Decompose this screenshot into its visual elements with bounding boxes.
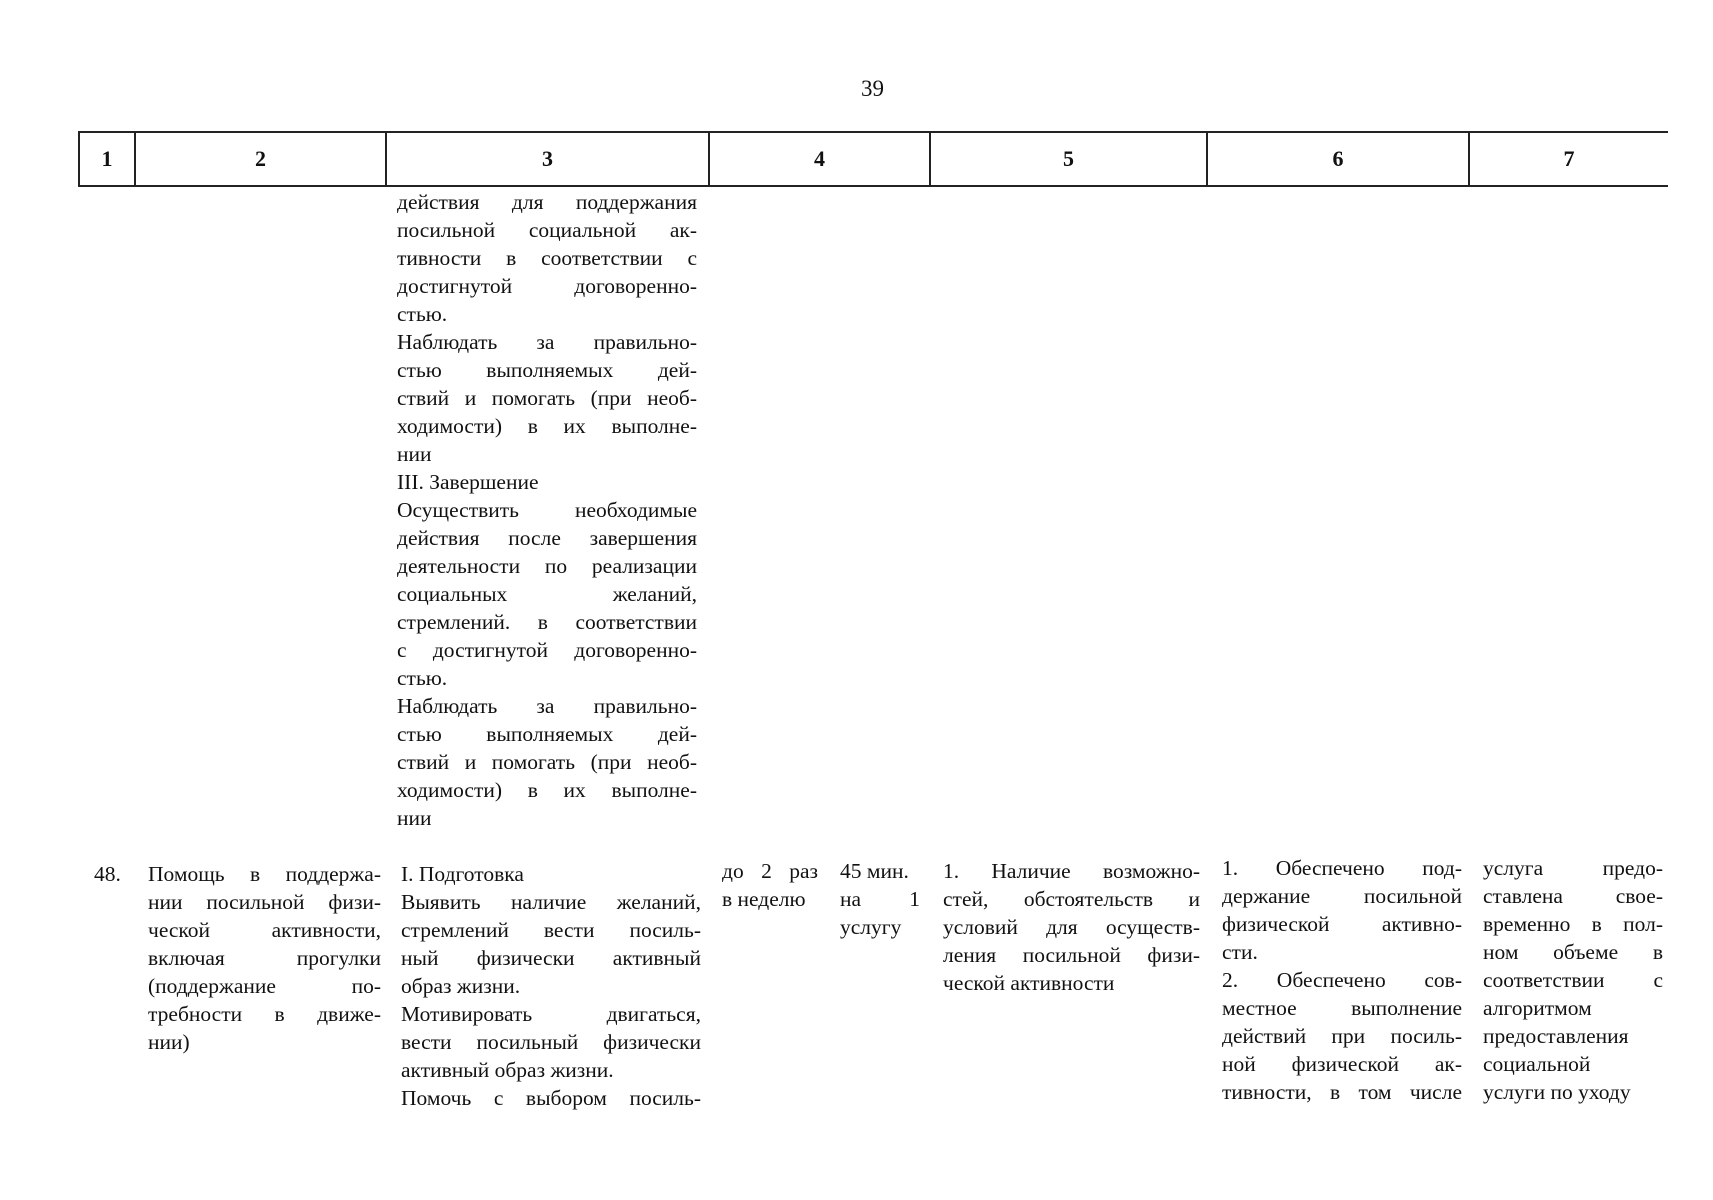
text-line: 1. Обеспечено под-: [1222, 856, 1462, 880]
text-line: включая прогулки: [148, 946, 381, 970]
text-line: ходимости) в их выполне-: [397, 778, 697, 802]
text-line: предоставления: [1483, 1024, 1629, 1048]
text-line: местное выполнение: [1222, 996, 1462, 1020]
text-line: Осуществить необходимые: [397, 498, 697, 522]
text-line: активный образ жизни.: [401, 1058, 614, 1082]
text-line: 1. Наличие возможно-: [943, 859, 1200, 883]
header-col-5: 5: [931, 133, 1208, 185]
text-line: сти.: [1222, 940, 1258, 964]
text-line: условий для осуществ-: [943, 915, 1200, 939]
text-line: временно в пол-: [1483, 912, 1663, 936]
text-line: Наблюдать за правильно-: [397, 694, 697, 718]
text-line: нии: [397, 442, 432, 466]
header-col-7: 7: [1563, 146, 1575, 171]
row-48-conditions: [943, 857, 1200, 997]
text-line: 2. Обеспечено сов-: [1222, 968, 1462, 992]
text-line: Наблюдать за правильно-: [397, 330, 697, 354]
text-line: ный физически активный: [401, 946, 701, 970]
header-col-2: 2: [136, 133, 387, 185]
row-48-service-name: [148, 860, 381, 1056]
section-heading-preparation: I. Подготовка: [401, 862, 524, 886]
text-line: тивности в соответствии с: [397, 246, 697, 270]
row-48-evaluation: [1483, 854, 1663, 1106]
text-line: действия для поддержания: [397, 190, 697, 214]
text-line: ходимости) в их выполне-: [397, 414, 697, 438]
header-col-1: 1: [80, 133, 136, 185]
text-line: достигнутой договоренно-: [397, 274, 697, 298]
text-line: Помочь с выбором посиль-: [401, 1086, 701, 1110]
row-48-frequency: [722, 857, 818, 913]
text-line: действия после завершения: [397, 526, 697, 550]
text-line: нии: [397, 806, 432, 830]
text-line: держание посильной: [1222, 884, 1462, 908]
text-line: на 1: [840, 887, 920, 911]
row-48-number: [94, 860, 134, 888]
row-number: 48.: [94, 862, 121, 886]
text-line: соответствии с: [1483, 968, 1663, 992]
text-line: ческой активности: [943, 971, 1115, 995]
text-line: услугу: [840, 915, 902, 939]
text-line: стей, обстоятельств и: [943, 887, 1200, 911]
table-header: [78, 131, 1668, 187]
row-48-duration: [840, 857, 920, 941]
text-line: стремлений. в соответствии: [397, 610, 697, 634]
text-line: ления посильной физи-: [943, 943, 1200, 967]
text-line: услуга предо-: [1483, 856, 1663, 880]
text-line: посильной социальной ак-: [397, 218, 697, 242]
row-48-content: [401, 860, 701, 1112]
text-line: физической активно-: [1222, 912, 1462, 936]
text-line: алгоритмом: [1483, 996, 1592, 1020]
text-line: нии): [148, 1030, 190, 1054]
text-line: до 2 раз: [722, 859, 818, 883]
text-line: социальных желаний,: [397, 582, 697, 606]
text-line: стью выполняемых дей-: [397, 722, 697, 746]
text-line: Помощь в поддержа-: [148, 862, 381, 886]
text-line: стью выполняемых дей-: [397, 358, 697, 382]
text-line: ствий и помогать (при необ-: [397, 750, 697, 774]
header-col-6: 6: [1208, 133, 1470, 185]
section-heading-completion: III. Завершение: [397, 470, 539, 494]
text-line: ной физической ак-: [1222, 1052, 1462, 1076]
text-line: деятельности по реализации: [397, 554, 697, 578]
text-line: ческой активности,: [148, 918, 381, 942]
text-line: ставлена свое-: [1483, 884, 1663, 908]
text-line: тивности, в том числе: [1222, 1080, 1462, 1104]
text-line: в неделю: [722, 887, 806, 911]
text-line: действий при посиль-: [1222, 1024, 1462, 1048]
continuation-column-3: [397, 188, 697, 832]
text-line: (поддержание по-: [148, 974, 381, 998]
text-line: Выявить наличие желаний,: [401, 890, 701, 914]
text-line: нии посильной физи-: [148, 890, 381, 914]
text-line: 45 мин.: [840, 859, 909, 883]
text-line: ном объеме в: [1483, 940, 1663, 964]
text-line: требности в движе-: [148, 1002, 381, 1026]
text-line: стремлений вести посиль-: [401, 918, 701, 942]
header-col-4: 4: [710, 133, 931, 185]
header-col-3: 3: [387, 133, 710, 185]
text-line: социальной: [1483, 1052, 1591, 1076]
page-number: 39: [861, 76, 884, 101]
row-48-results: [1222, 854, 1462, 1106]
text-line: образ жизни.: [401, 974, 521, 998]
text-line: стью.: [397, 302, 448, 326]
text-line: Мотивировать двигаться,: [401, 1002, 701, 1026]
text-line: ствий и помогать (при необ-: [397, 386, 697, 410]
text-line: вести посильный физически: [401, 1030, 701, 1054]
text-line: стью.: [397, 666, 448, 690]
text-line: услуги по уходу: [1483, 1080, 1631, 1104]
text-line: с достигнутой договоренно-: [397, 638, 697, 662]
